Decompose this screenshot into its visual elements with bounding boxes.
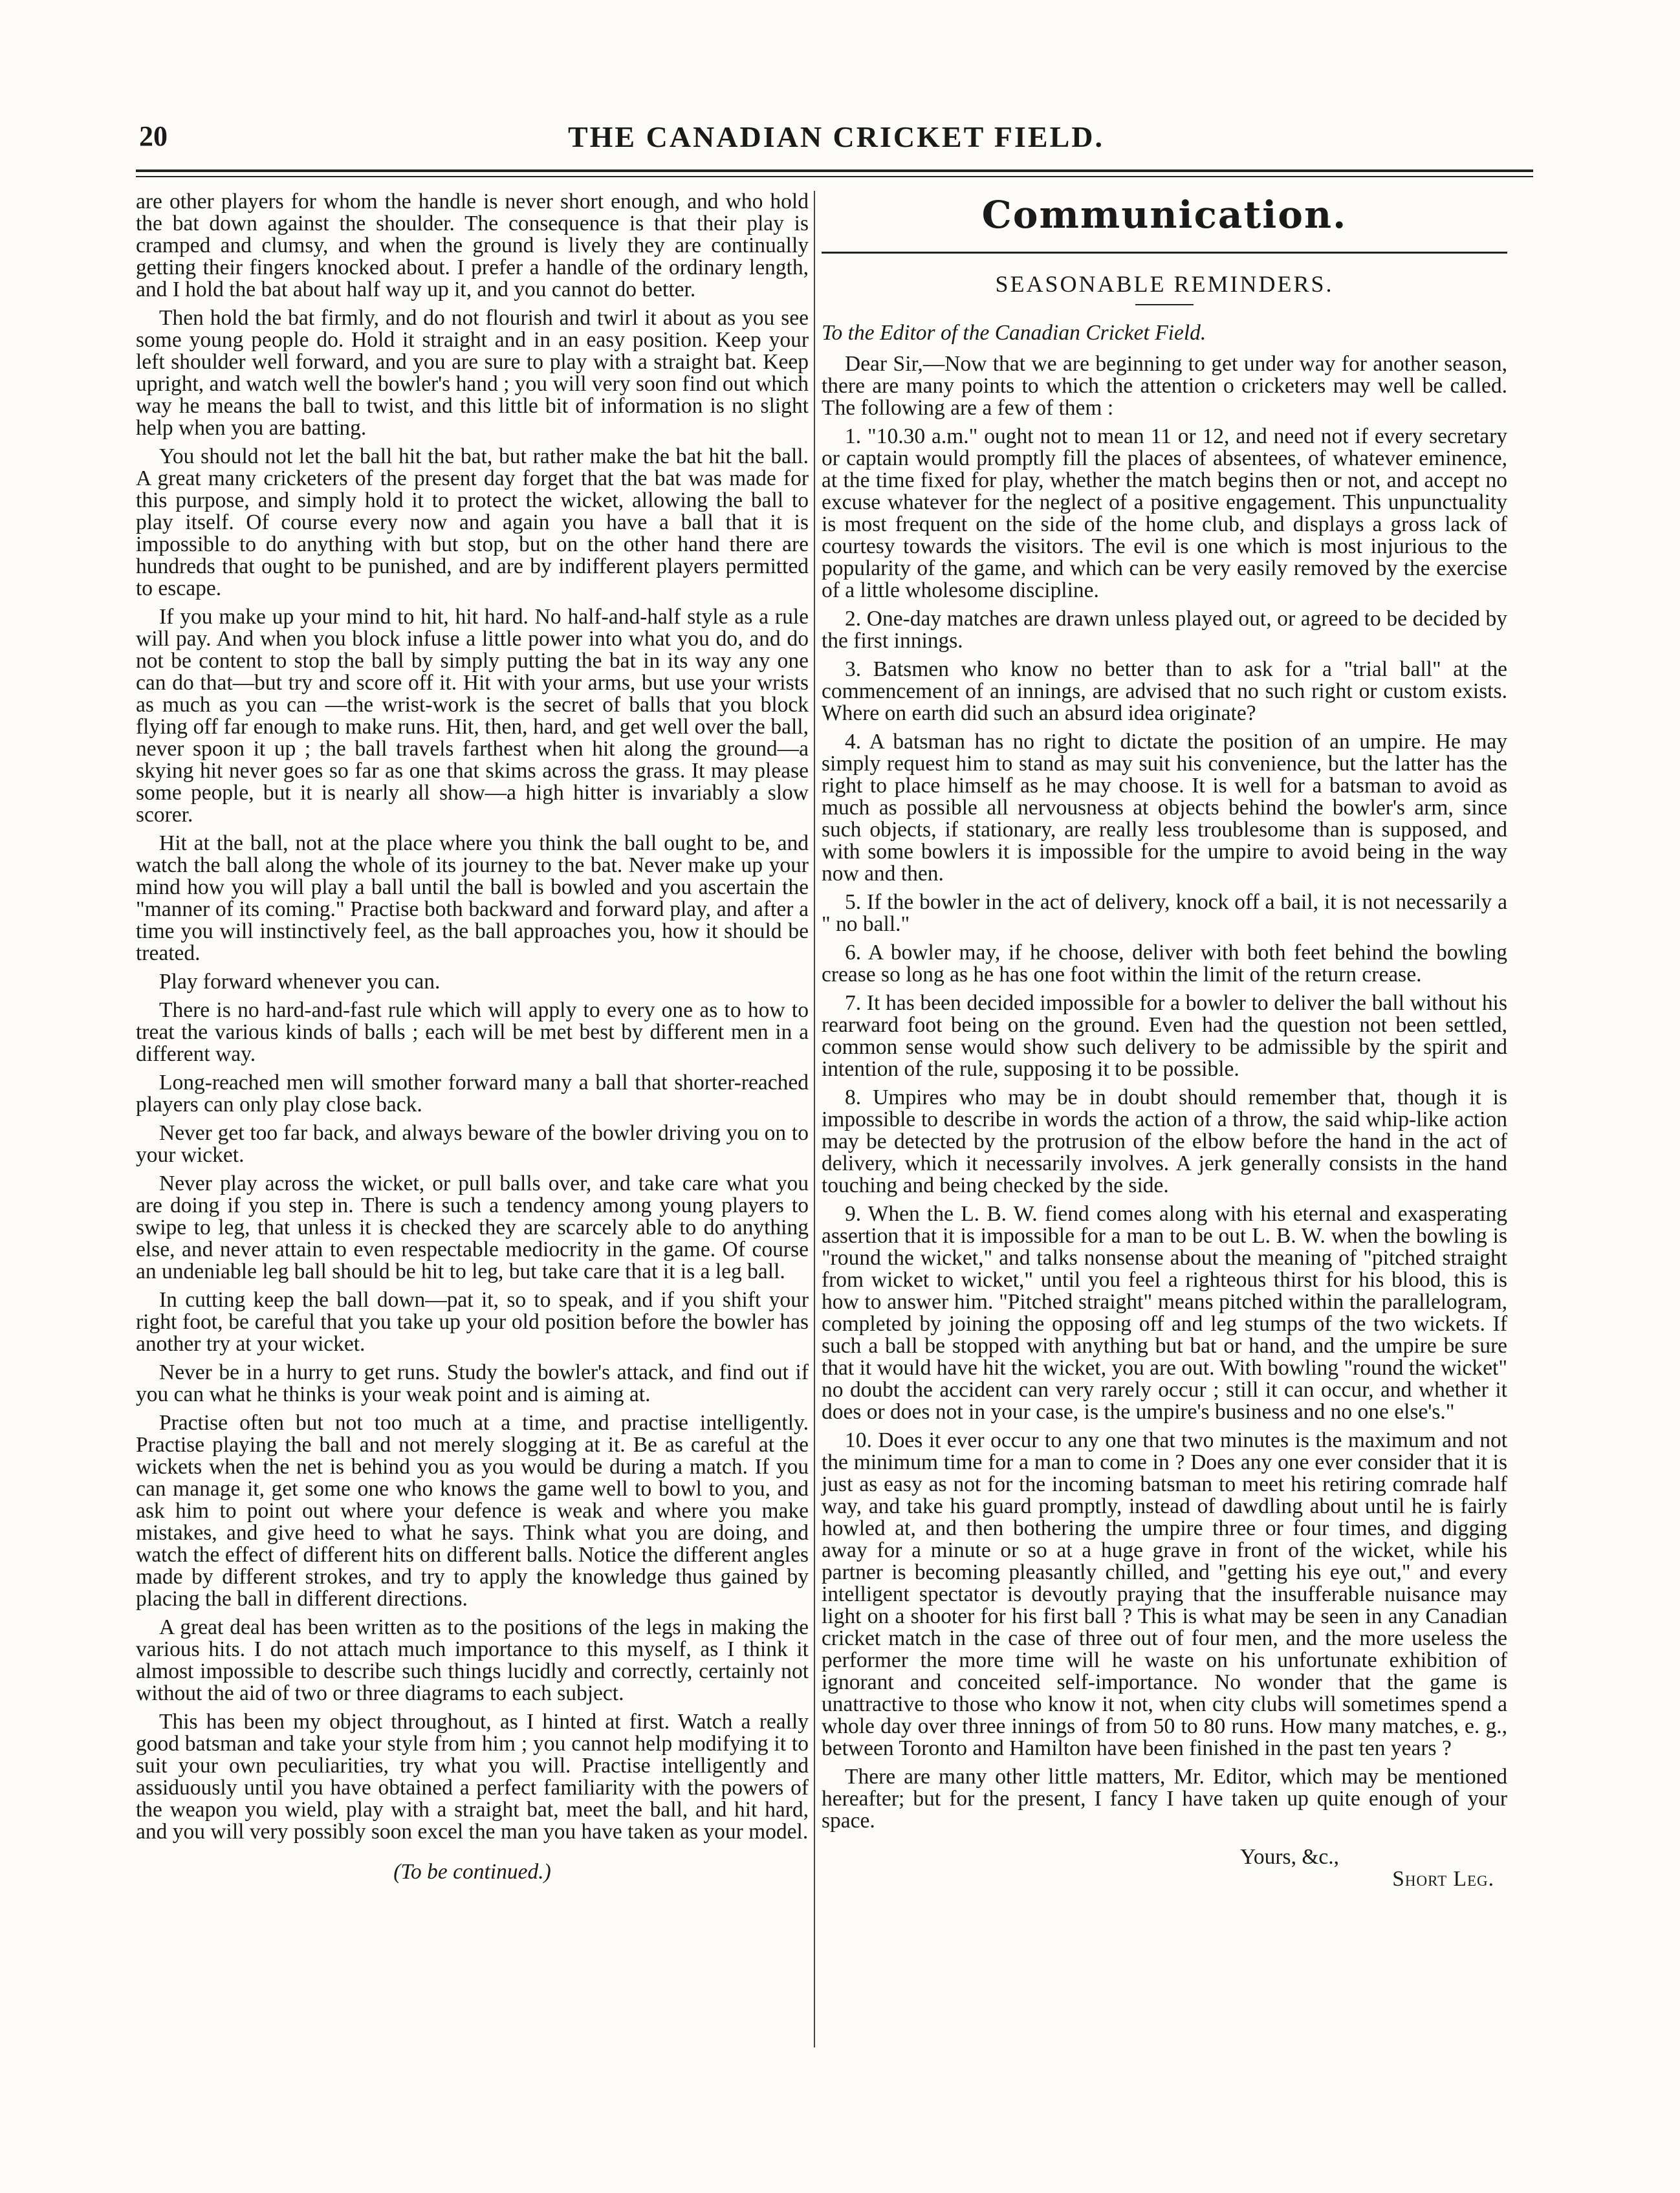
column-divider: [814, 191, 815, 2047]
left-paragraph-5: Hit at the ball, not at the place where you think the ball ought to be, and watch the ball along the whole of its journey to the bat. Never make up your mind how you will play a ball until the ball is bowled and you ascertain the "manner of its coming." Practise both backward and forward play, and after a time you will instinctively feel, as the ball approaches you, how it should be treated.: [136, 831, 809, 965]
left-paragraph-13: Practise often but not too much at a time, and practise intelligently. Practise playing the ball and not merely slogging at it. Be as careful at the wickets when the net is behind you as you would be during a match. If you can manage it, get some one who knows the game well to bowl to you, and ask him to point out where your defence is weak and where you make mistakes, and give heed to what he says. Think what you are doing, and watch the effect of different hits on different balls. Notice the different angles made by different strokes, and try to apply the knowledge thus gained by placing the ball in different directions.: [136, 1411, 809, 1611]
left-paragraph-2: Then hold the bat firmly, and do not flourish and twirl it about as you see some young people do. Hold it straight and in an easy position. Keep your left shoulder well forward, and you are sure to play with a straight bat. Keep upright, and watch well the bowler's hand ; you will very soon find out which way he means the ball to twist, and this little bit of information is no slight help when you are batting.: [136, 306, 809, 440]
header-rule-thin: [136, 176, 1533, 177]
right-paragraph-3: 2. One-day matches are drawn unless played out, or agreed to be decided by the first innings.: [822, 607, 1507, 653]
left-paragraph-3: You should not let the ball hit the bat, but rather make the bat hit the ball. A great many cricketers of the present day forget that the bat was made for this purpose, and simply hold it to protect the wicket, allowing the ball to play itself. Of course every now and again you have a ball that it is impossible to do anything with but stop, but on the other hand there are hundreds that ought to be punished, and are by indifferent players permitted to escape.: [136, 444, 809, 600]
left-paragraph-7: There is no hard-and-fast rule which will apply to every one as to how to treat the various kinds of balls ; each will be met best by different men in a different way.: [136, 998, 809, 1066]
salutation: To the Editor of the Canadian Cricket Field.: [822, 321, 1206, 345]
section-title: Communication.: [981, 193, 1347, 237]
left-paragraph-8: Long-reached men will smother forward many a ball that shorter-reached players can only play close back.: [136, 1071, 809, 1117]
left-paragraph-12: Never be in a hurry to get runs. Study the bowler's attack, and find out if you can what he thinks is your weak point and is aiming at.: [136, 1360, 809, 1406]
right-paragraph-6: 5. If the bowler in the act of delivery, knock off a bail, it is not necessarily a " no ball.": [822, 890, 1507, 936]
right-paragraph-2: 1. "10.30 a.m." ought not to mean 11 or 12, and need not if every secretary or captain would promptly fill the places of absentees, of whatever eminence, at the time fixed for play, whether the match begins then or not, and accept no excuse whatever for the neglect of a positive engagement. This unpunctuality is most frequent on the side of the home club, and displays a gross lack of courtesy towards the visitors. The evil is one which is most injurious to the popularity of the game, and which can be very easily removed by the exercise of a little wholesome discipline.: [822, 424, 1507, 602]
title-short-rule: [1135, 304, 1194, 305]
right-column: [822, 191, 1507, 1890]
left-paragraph-11: In cutting keep the ball down—pat it, so to speak, and if you shift your right foot, be careful that you take up your old position before the bowler has another try at your wicket.: [136, 1288, 809, 1356]
right-paragraph-5: 4. A batsman has no right to dictate the position of an umpire. He may simply request him to stand as may suit his convenience, but the latter has the right to place himself as he may choose. It is well for a batsman to avoid as much as possible all nervousness at objects behind the bowler's arm, since such objects, if stationary, are really less troublesome than is supposed, and with some bowlers it is impossible for the umpire to avoid being in the way now and then.: [822, 730, 1507, 886]
signoff: Yours, &c.,: [1240, 1845, 1339, 1869]
left-paragraph-4: If you make up your mind to hit, hit hard. No half-and-half style as a rule will pay. And when you block infuse a little power into what you do, and do not be content to stop the ball by simply putting the bat in its way any one can do that—but try and score off it. Hit with your arms, but use your wrists as much as you can —the wrist-work is the secret of balls that you block flying off far enough to make runs. Hit, then, hard, and get well over the ball, never spoon it up ; the ball travels farthest when hit along the ground—a skying hit never goes so far as one that skims across the grass. It may please some people, but it is nearly all show—a high hitter is invariably a slow scorer.: [136, 605, 809, 827]
right-paragraph-11: 10. Does it ever occur to any one that two minutes is the maximum and not the minimum time for a man to come in ? Does any one ever consider that it is just as easy as not for the incoming batsman to meet his retiring comrade half way, and take his guard promptly, instead of dawdling about until he is fairly howled at, and then bothering the umpire three or four times, and digging away for a minute or so at a huge grave in front of the wicket, while his partner is becoming pleasantly chilled, and "getting his eye out," and every intelligent spectator is devoutly praying that the insufferable nuisance may light on a shooter for his first ball ? This is what may be seen in any Canadian cricket match in the case of three out of four men, and the more useless the performer the more time will he waste on his unfortunate exhibition of ignorant and conceited self-importance. No wonder that the game is unattractive to those who know it not, when city clubs will sometimes spend a whole day over three innings of from 50 to 80 runs. How many matches, e. g., between Toronto and Hamilton have been finished in the past ten years ?: [822, 1428, 1507, 1760]
to-be-continued: (To be continued.): [393, 1860, 551, 1884]
running-head: THE CANADIAN CRICKET FIELD.: [567, 120, 1105, 153]
left-paragraph-15: This has been my object throughout, as I hinted at first. Watch a really good batsman and take your style from him ; you cannot help modifying it to suit your own peculiarities, try what you will. Practise intelligently and assiduously until you have obtained a perfect familiarity with the powers of the weapon you wield, play with a straight bat, meet the ball, and hit hard, and you will very possibly soon excel the man you have taken as your model.: [136, 1710, 809, 1844]
page-number: 20: [139, 120, 168, 152]
page-header: [139, 120, 1533, 158]
right-paragraph-8: 7. It has been decided impossible for a bowler to deliver the ball without his rearward foot being on the ground. Even had the question not been settled, common sense would show such delivery to be admissible by the spirit and intention of the rule, supposing it to be possible.: [822, 991, 1507, 1081]
right-paragraph-1: Dear Sir,—Now that we are beginning to get under way for another season, there are many points to which the attention o cricketers may well be called. The following are a few of them :: [822, 352, 1507, 420]
signature: Short Leg.: [1392, 1867, 1494, 1891]
left-paragraph-10: Never play across the wicket, or pull balls over, and take care what you are doing if you step in. There is such a tendency among young players to swipe to leg, that unless it is checked they are scarcely able to do anything else, and never attain to even respectable mediocrity in the game. Of course an undeniable leg ball should be hit to leg, but take care that it is a leg ball.: [136, 1172, 809, 1283]
left-column: [136, 191, 809, 1883]
article-title: SEASONABLE REMINDERS.: [995, 271, 1334, 297]
header-rule-thick: [136, 169, 1533, 172]
right-paragraph-10: 9. When the L. B. W. fiend comes along with his eternal and exasperating assertion that it is impossible for a man to be out L. B. W. when the bowling is "round the wicket," and talks nonsense about the meaning of "pitched straight from wicket to wicket," until you feel a righteous thirst for his blood, this is how to answer him. "Pitched straight" means pitched within the parallelogram, completed by joining the opposing off and leg stumps of the two wickets. If such a ball be stopped with anything but bat or hand, and the umpire be sure that it would have hit the wicket, you are out. With bowling "round the wicket" no doubt the accident can very rarely occur ; still it can occur, and whether it does or does not in your case, is the umpire's business and no one else's.": [822, 1202, 1507, 1424]
section-rule: [822, 252, 1507, 254]
right-paragraph-9: 8. Umpires who may be in doubt should remember that, though it is impossible to describe in words the action of a throw, the said whip-like action may be detected by the protrusion of the elbow before the hand in the act of delivery, which it necessarily involves. A jerk generally consists in the hand touching and being checked by the side.: [822, 1086, 1507, 1197]
left-paragraph-1: are other players for whom the handle is never short enough, and who hold the bat down against the shoulder. The consequence is that their play is cramped and clumsy, and when the ground is lively they are continually getting their fingers knocked about. I prefer a handle of the ordinary length, and I hold the bat about half way up it, and you cannot do better.: [136, 190, 809, 301]
right-paragraph-12: There are many other little matters, Mr. Editor, which may be mentioned hereafter; but for the present, I fancy I have taken up quite enough of your space.: [822, 1765, 1507, 1833]
right-paragraph-7: 6. A bowler may, if he choose, deliver with both feet behind the bowling crease so long as he has one foot within the limit of the return crease.: [822, 941, 1507, 987]
right-paragraph-4: 3. Batsmen who know no better than to ask for a "trial ball" at the commencement of an innings, are advised that no such right or custom exists. Where on earth did such an absurd idea originate?: [822, 657, 1507, 725]
left-paragraph-6: Play forward whenever you can.: [159, 970, 441, 994]
left-paragraph-9: Never get too far back, and always beware of the bowler driving you on to your wicket.: [136, 1121, 809, 1167]
left-paragraph-14: A great deal has been written as to the positions of the legs in making the various hits. I do not attach much importance to this myself, as I think it almost impossible to describe such things lucidly and correctly, certainly not without the aid of two or three diagrams to each subject.: [136, 1615, 809, 1705]
